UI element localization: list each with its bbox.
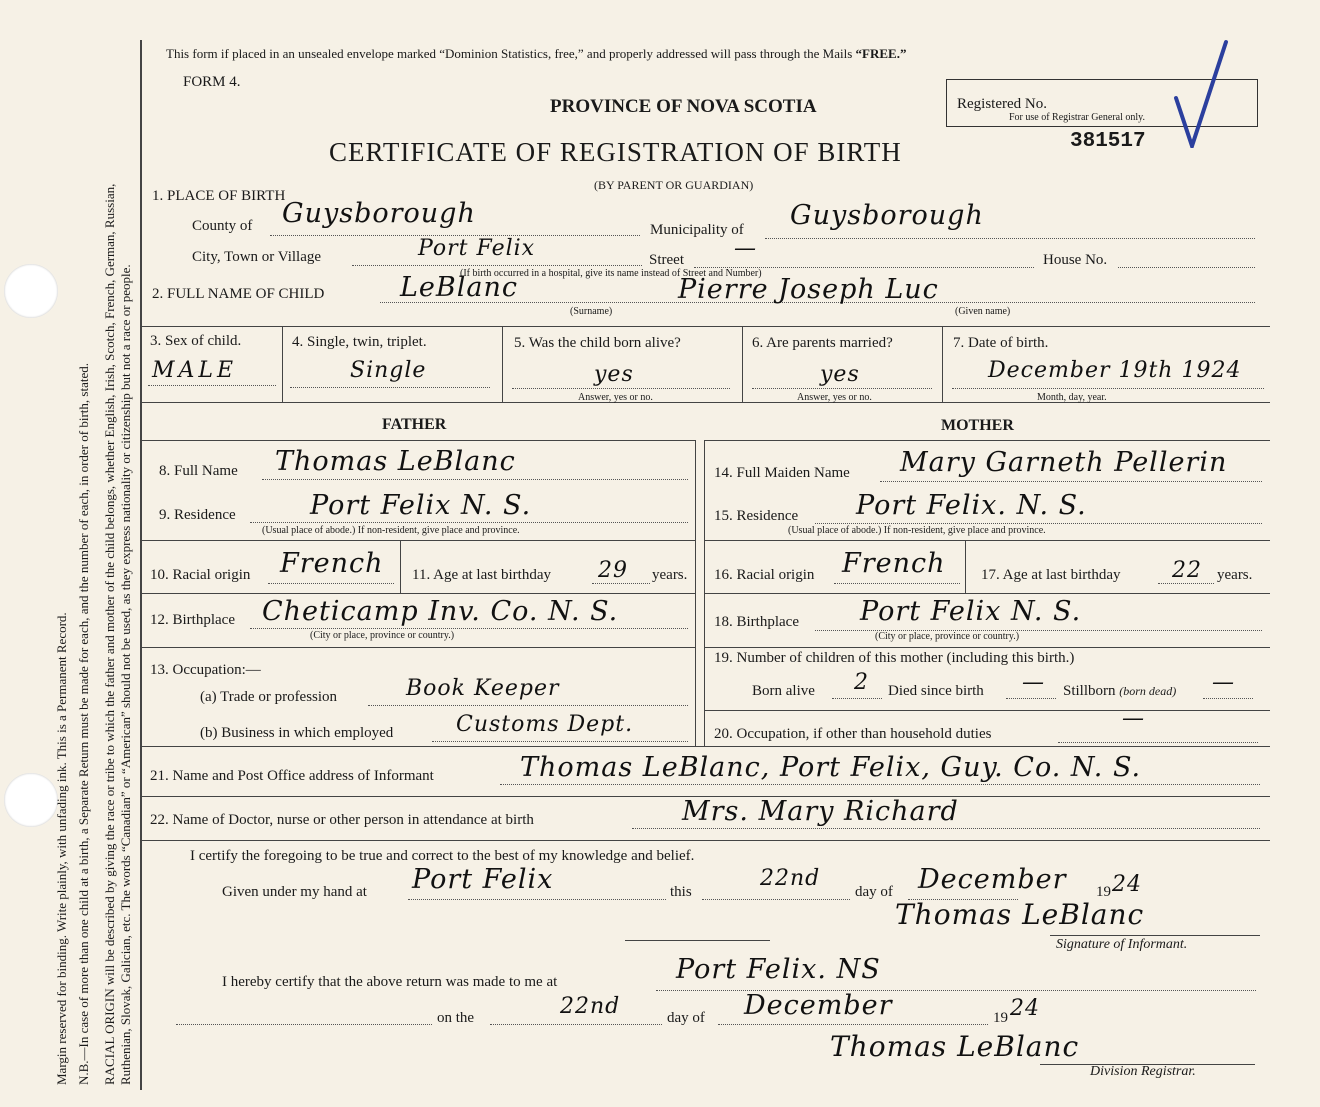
father-business-label: (b) Business in which employed (200, 725, 394, 741)
parents-married-value: yes (820, 362, 860, 387)
registered-number: 381517 (1070, 130, 1146, 153)
father-age-value: 29 (598, 558, 628, 583)
side-note-nb: N.B.—In case of more than one child at a birth, a Separate Return must be made for each, and the number of each, in order of birth, stated. (76, 363, 91, 1085)
registrar-year-prefix: 19 (993, 1010, 1008, 1026)
certificate-subtitle: (BY PARENT OR GUARDIAN) (594, 178, 754, 192)
stillborn-value: — (1212, 670, 1235, 695)
informant-label: 21. Name and Post Office address of Informant (150, 768, 434, 784)
given-name-caption: (Given name) (955, 306, 1011, 317)
mother-birthplace-label: 18. Birthplace (714, 614, 799, 630)
father-trade-value: Book Keeper (406, 676, 560, 701)
surname-caption: (Surname) (570, 306, 613, 317)
mother-residence-value: Port Felix. N. S. (856, 490, 1087, 521)
parents-married-note: Answer, yes or no. (797, 392, 872, 403)
street-value: — (734, 236, 757, 261)
registrar-day-value: 22nd (560, 994, 621, 1019)
born-alive-count-label: Born alive (752, 683, 815, 699)
registrar-month-value: December (744, 990, 893, 1021)
born-alive-count-value: 2 (854, 670, 869, 695)
attendant-value: Mrs. Mary Richard (682, 796, 959, 827)
parents-married-label: 6. Are parents married? (752, 335, 893, 351)
mother-heading: MOTHER (941, 417, 1014, 434)
house-number-label: House No. (1043, 252, 1108, 268)
certification-day-label: day of (855, 884, 893, 900)
died-since-birth-label: Died since birth (888, 683, 984, 699)
sex-label: 3. Sex of child. (150, 333, 242, 349)
mother-birthplace-value: Port Felix N. S. (860, 596, 1082, 627)
multiple-birth-label: 4. Single, twin, triplet. (292, 334, 427, 350)
county-label: County of (192, 218, 253, 234)
born-alive-label: 5. Was the child born alive? (514, 335, 681, 351)
punch-hole-top (4, 264, 58, 318)
certification-year-value: 24 (1112, 872, 1142, 897)
certification-year-prefix: 19 (1096, 884, 1111, 900)
date-of-birth-label: 7. Date of birth. (953, 335, 1049, 351)
postal-note: This form if placed in an unsealed envelope marked “Dominion Statistics, free,” and properly addressed will pass through the Mails “FREE.” (166, 46, 907, 61)
registrar-statement: I hereby certify that the above return was made to me at (222, 974, 558, 990)
registrar-signature: Thomas LeBlanc (830, 1030, 1080, 1063)
mother-age-unit: years. (1217, 567, 1253, 583)
city-value: Port Felix (418, 236, 536, 261)
father-residence-note: (Usual place of abode.) If non-resident, give place and province. (262, 525, 520, 536)
certification-statement: I certify the foregoing to be true and correct to the best of my knowledge and belief. (190, 848, 695, 864)
mother-racial-origin-value: French (842, 548, 946, 579)
mother-racial-origin-label: 16. Racial origin (714, 567, 815, 583)
side-note-racial-origin-1: RACIAL ORIGIN will be described by giving the race or tribe to which the father and mother of the child belongs, whether English, Irish, Scotch, French, German, Russian, (102, 183, 117, 1085)
born-alive-value: yes (594, 362, 634, 387)
municipality-value: Guysborough (790, 200, 984, 231)
form-left-border (140, 40, 142, 1090)
hospital-note: (If birth occurred in a hospital, give its name instead of Street and Number) (460, 268, 762, 279)
father-residence-value: Port Felix N. S. (310, 490, 532, 521)
mother-occupation-value: — (1122, 706, 1145, 731)
mother-residence-note: (Usual place of abode.) If non-resident, give place and province. (788, 525, 1046, 536)
registrar-place-value: Port Felix. NS (676, 954, 881, 985)
street-label: Street (649, 252, 684, 268)
mother-children-label: 19. Number of children of this mother (including this birth.) (714, 650, 1075, 666)
city-label: City, Town or Village (192, 249, 322, 265)
on-the-label: on the (437, 1010, 475, 1026)
father-racial-origin-label: 10. Racial origin (150, 567, 251, 583)
mother-birthplace-note: (City or place, province or country.) (875, 631, 1020, 642)
father-birthplace-note: (City or place, province or country.) (310, 630, 455, 641)
registered-note: For use of Registrar General only. (1009, 112, 1145, 123)
father-birthplace-label: 12. Birthplace (150, 612, 235, 628)
province-heading: PROVINCE OF NOVA SCOTIA (550, 96, 817, 117)
child-given-value: Pierre Joseph Luc (678, 274, 939, 305)
place-of-birth-label: 1. PLACE OF BIRTH (152, 188, 286, 204)
attendant-label: 22. Name of Doctor, nurse or other person in attendance at birth (150, 812, 534, 828)
father-birthplace-value: Cheticamp Inv. Co. N. S. (262, 596, 619, 627)
form-number: FORM 4. (183, 74, 241, 90)
registrar-signature-label: Division Registrar. (1090, 1064, 1196, 1079)
registrar-year-value: 24 (1010, 996, 1040, 1021)
mother-age-label: 17. Age at last birthday (981, 567, 1121, 583)
father-racial-origin-value: French (280, 548, 384, 579)
certification-day-value: 22nd (760, 866, 821, 891)
county-value: Guysborough (282, 198, 476, 229)
sex-value: MALE (152, 358, 238, 383)
father-residence-label: 9. Residence (159, 507, 236, 523)
father-name-value: Thomas LeBlanc (275, 446, 516, 477)
registered-label: Registered No. (957, 96, 1047, 112)
father-trade-label: (a) Trade or profession (200, 689, 338, 705)
certification-month-value: December (918, 864, 1067, 895)
informant-signature-label: Signature of Informant. (1056, 937, 1188, 952)
date-of-birth-note: Month, day, year. (1037, 392, 1107, 403)
mother-occupation-label: 20. Occupation, if other than household duties (714, 726, 992, 742)
certificate-title: CERTIFICATE OF REGISTRATION OF BIRTH (329, 137, 902, 167)
father-business-value: Customs Dept. (456, 712, 634, 737)
municipality-label: Municipality of (650, 222, 744, 238)
mother-name-value: Mary Garneth Pellerin (900, 447, 1228, 478)
father-age-unit: years. (652, 567, 688, 583)
this-label: this (670, 884, 692, 900)
mother-age-value: 22 (1172, 558, 1202, 583)
side-note-margin: Margin reserved for binding. Write plainly, with unfading ink. This is a Permanent Record. (54, 612, 69, 1085)
mother-residence-label: 15. Residence (714, 508, 799, 524)
father-heading: FATHER (382, 416, 447, 433)
date-of-birth-value: December 19th 1924 (988, 358, 1242, 383)
died-since-birth-value: — (1022, 670, 1045, 695)
child-surname-value: LeBlanc (400, 272, 518, 303)
multiple-birth-value: Single (350, 358, 427, 383)
father-age-label: 11. Age at last birthday (412, 567, 551, 583)
father-occupation-label: 13. Occupation:— (150, 662, 261, 678)
informant-value: Thomas LeBlanc, Port Felix, Guy. Co. N. S. (520, 752, 1142, 783)
punch-hole-bottom (4, 773, 58, 827)
born-alive-note: Answer, yes or no. (578, 392, 653, 403)
given-under-hand-label: Given under my hand at (222, 884, 367, 900)
side-note-racial-origin-2: Ruthenian, Slovak, Galician, etc. The words “Canadian” or “American” should not be used, as they express nationality or citizenship but not a race or people. (118, 264, 133, 1085)
check-mark-icon (1170, 38, 1230, 148)
child-name-label: 2. FULL NAME OF CHILD (152, 286, 325, 302)
mother-name-label: 14. Full Maiden Name (714, 465, 850, 481)
informant-signature: Thomas LeBlanc (895, 898, 1145, 931)
stillborn-label: Stillborn (born dead) (1063, 683, 1177, 699)
registrar-day-label: day of (667, 1010, 705, 1026)
given-place-value: Port Felix (412, 864, 554, 895)
father-name-label: 8. Full Name (159, 463, 238, 479)
